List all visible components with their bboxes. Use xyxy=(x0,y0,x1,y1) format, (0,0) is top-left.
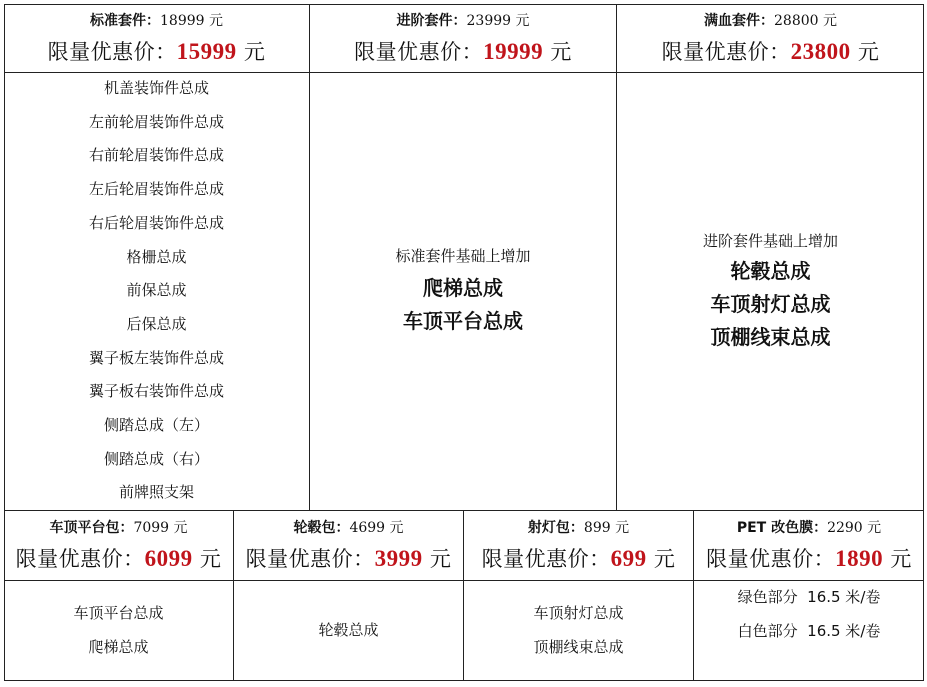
spotlight-pack-title: 射灯包：899 元 xyxy=(527,520,630,536)
advanced-kit-title: 进阶套件：23999 元 xyxy=(396,13,530,29)
list-item: 顶棚线束总成 xyxy=(533,637,624,656)
full-kit-note: 进阶套件基础上增加 xyxy=(702,232,838,250)
list-item: 前保总成 xyxy=(126,281,187,300)
wheel-pack-title: 轮毂包：4699 元 xyxy=(293,520,404,536)
list-item: 翼子板左装饰件总成 xyxy=(88,348,224,367)
pet-film-pack-promo: 限量优惠价：1890 元 xyxy=(706,546,912,571)
pet-film-pack-header xyxy=(694,517,924,573)
list-item: 左后轮眉装饰件总成 xyxy=(88,180,224,199)
list-item: 侧踏总成（右） xyxy=(103,449,209,468)
list-item: 绿色部分 16.5 米/卷 xyxy=(737,588,881,606)
list-item: 翼子板右装饰件总成 xyxy=(88,382,224,401)
list-item: 左前轮眉装饰件总成 xyxy=(88,112,224,131)
list-item: 车顶射灯总成 xyxy=(533,604,624,622)
advanced-kit-note: 标准套件基础上增加 xyxy=(395,247,531,265)
spotlight-pack-promo: 限量优惠价：699 元 xyxy=(481,546,676,571)
list-item: 前牌照支架 xyxy=(118,483,194,502)
full-kit-items xyxy=(617,230,924,354)
list-item: 爬梯总成 xyxy=(88,637,149,656)
wheel-pack-promo: 限量优惠价：3999 元 xyxy=(245,546,452,571)
list-item: 顶棚线束总成 xyxy=(710,325,831,349)
list-item: 轮毂总成 xyxy=(730,259,811,283)
list-item: 爬梯总成 xyxy=(423,276,503,300)
spotlight-pack-header xyxy=(464,517,693,573)
list-item: 机盖装饰件总成 xyxy=(103,79,209,97)
list-item: 车顶平台总成 xyxy=(403,309,523,333)
wheel-pack-header xyxy=(234,517,463,573)
list-item: 轮毂总成 xyxy=(318,621,379,639)
advanced-kit-items xyxy=(310,245,616,338)
list-item: 白色部分 16.5 米/卷 xyxy=(737,621,881,640)
row-divider-middle xyxy=(4,510,924,511)
pet-film-pack-title: PET 改色膜：2290 元 xyxy=(736,520,882,536)
list-item: 侧踏总成（左） xyxy=(103,416,209,435)
full-kit-header xyxy=(617,10,924,66)
roof-platform-pack-header xyxy=(4,517,233,573)
standard-kit-items xyxy=(4,72,309,510)
pet-film-pack-items xyxy=(694,581,924,648)
list-item: 格栅总成 xyxy=(126,247,187,266)
list-item: 车顶平台总成 xyxy=(73,604,164,622)
list-item: 车顶射灯总成 xyxy=(710,292,831,316)
full-kit-title: 满血套件：28800 元 xyxy=(704,13,837,29)
standard-kit-header xyxy=(4,10,309,66)
roof-platform-pack-title: 车顶平台包：7099 元 xyxy=(49,520,188,536)
list-item: 右前轮眉装饰件总成 xyxy=(88,146,224,165)
wheel-pack-items xyxy=(234,614,463,648)
list-item: 后保总成 xyxy=(126,314,187,333)
roof-platform-pack-items xyxy=(4,597,233,664)
standard-kit-promo: 限量优惠价：15999 元 xyxy=(47,39,266,64)
advanced-kit-promo: 限量优惠价：19999 元 xyxy=(354,39,572,64)
spotlight-pack-items xyxy=(464,597,693,664)
roof-platform-pack-promo: 限量优惠价：6099 元 xyxy=(15,546,222,571)
full-kit-promo: 限量优惠价：23800 元 xyxy=(661,39,880,64)
advanced-kit-header xyxy=(310,10,616,66)
list-item: 右后轮眉装饰件总成 xyxy=(88,213,224,232)
standard-kit-title: 标准套件：18999 元 xyxy=(90,13,223,29)
